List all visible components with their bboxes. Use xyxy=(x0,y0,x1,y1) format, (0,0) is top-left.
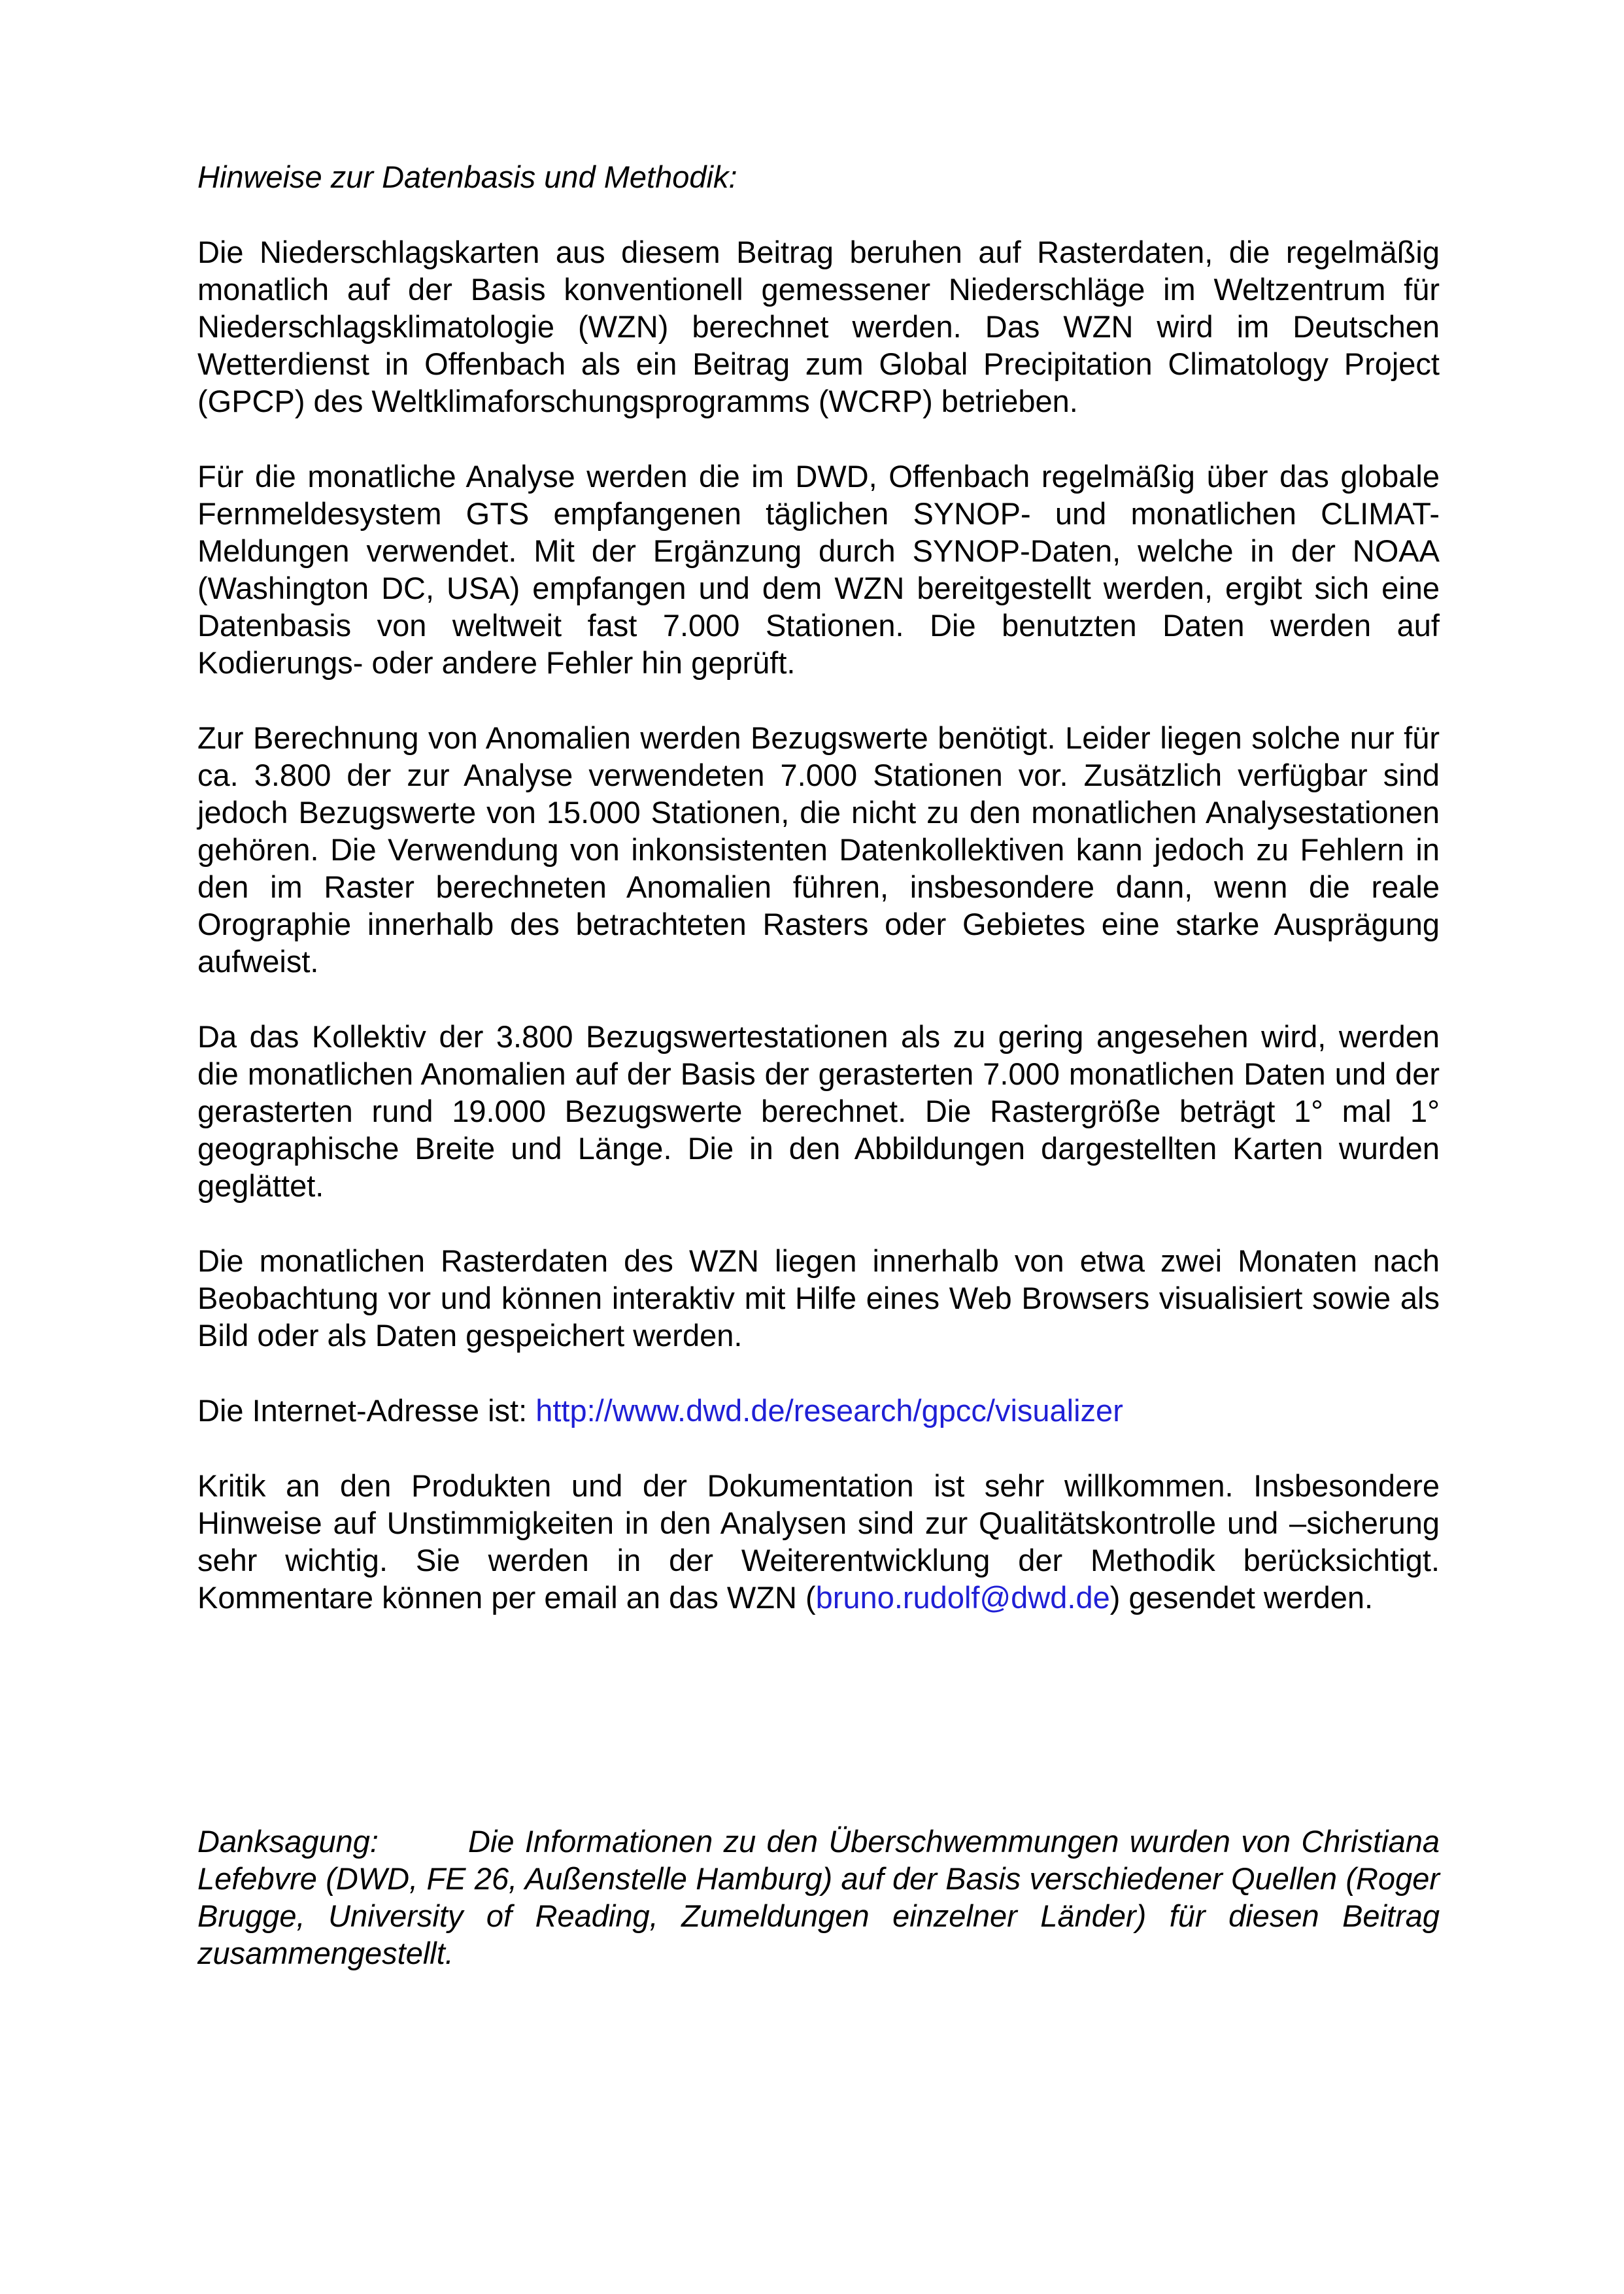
paragraph-critique xyxy=(197,1467,1440,1616)
paragraph-availability: Die monatlichen Rasterdaten des WZN liegen innerhalb von etwa zwei Monaten nach Beobachtung vor und können interaktiv mit Hilfe eines Web Browsers visualisiert sowie als Bild oder als Daten gespeichert werden. xyxy=(197,1243,1440,1353)
email-link[interactable]: bruno.rudolf@dwd.de xyxy=(815,1580,1110,1615)
critique-suffix: ) gesendet werden. xyxy=(1109,1580,1374,1615)
paragraph-data-basis: Die Niederschlagskarten aus diesem Beitrag beruhen auf Rasterdaten, die regelmäßig monatlich auf der Basis konventionell gemessener Niederschläge im Weltzentrum für Niederschlagsklimatologie (WZN) berechnet werden. Das WZN wird im Deutschen Wetterdienst in Offenbach als ein Beitrag zum Global Precipitation Climatology Project (GPCP) des Weltklimaforschungsprogramms (WCRP) betrieben. xyxy=(197,235,1440,418)
paragraph-anomalies: Zur Berechnung von Anomalien werden Bezugswerte benötigt. Leider liegen solche nur für ca. 3.800 der zur Analyse verwendeten 7.000 Stationen vor. Zusätzlich verfügbar sind jedoch Bezugswerte von 15.000 Stationen, die nicht zu den monatlichen Analysestationen gehören. Die Verwendung von inkonsistenten Datenkollektiven kann jedoch zu Fehlern in den im Raster berechneten Anomalien führen, insbesondere dann, wenn die reale Orographie innerhalb des betrachteten Rasters oder Gebietes eine starke Ausprägung aufweist. xyxy=(197,720,1440,979)
internet-address-prefix: Die Internet-Adresse ist: xyxy=(197,1393,536,1428)
acknowledgement-paragraph xyxy=(197,1823,1440,1972)
visualizer-link[interactable]: http://www.dwd.de/research/gpcc/visualizer xyxy=(535,1393,1123,1428)
paragraph-monthly-analysis: Für die monatliche Analyse werden die im DWD, Offenbach regelmäßig über das globale Fernmeldesystem GTS empfangenen täglichen SYNOP- und monatlichen CLIMAT-Meldungen verwendet. Mit der Ergänzung durch SYNOP-Daten, welche in der NOAA (Washington DC, USA) empfangen und dem WZN bereitgestellt werden, ergibt sich eine Datenbasis von weltweit fast 7.000 Stationen. Die benutzten Daten werden auf Kodierungs- oder andere Fehler hin geprüft. xyxy=(197,459,1440,680)
critique-text: Kritik an den Produkten und der Dokumentation ist sehr willkommen. Insbesondere Hinweise auf Unstimmigkeiten in den Analysen sind zur Qualitätskontrolle und –sicherung sehr wichtig. Sie werden in der Weiterentwicklung der Methodik berücksichtigt. Kommentare können per email an das WZN ( xyxy=(197,1468,1440,1615)
paragraph-internet-address xyxy=(197,1392,1440,1429)
document-body xyxy=(197,158,1440,1654)
acknowledgement-label: Danksagung: xyxy=(197,1824,379,1859)
paragraph-grid-method: Da das Kollektiv der 3.800 Bezugswertestationen als zu gering angesehen wird, werden die monatlichen Anomalien auf der Basis der gerasterten 7.000 monatlichen Daten und der gerasterten rund 19.000 Bezugswerte berechnet. Die Rastergröße beträgt 1° mal 1° geographische Breite und Länge. Die in den Abbildungen dargestellten Karten wurden geglättet. xyxy=(197,1019,1440,1203)
section-heading: Hinweise zur Datenbasis und Methodik: xyxy=(197,160,737,194)
acknowledgement-text: Die Informationen zu den Überschwemmungen wurden von Christiana Lefebvre (DWD, FE 26, Außenstelle Hamburg) auf der Basis verschiedener Quellen (Roger Brugge, University of Reading, Zumeldungen einzelner Länder) für diesen Beitrag zusammengestellt. xyxy=(197,1824,1440,1970)
